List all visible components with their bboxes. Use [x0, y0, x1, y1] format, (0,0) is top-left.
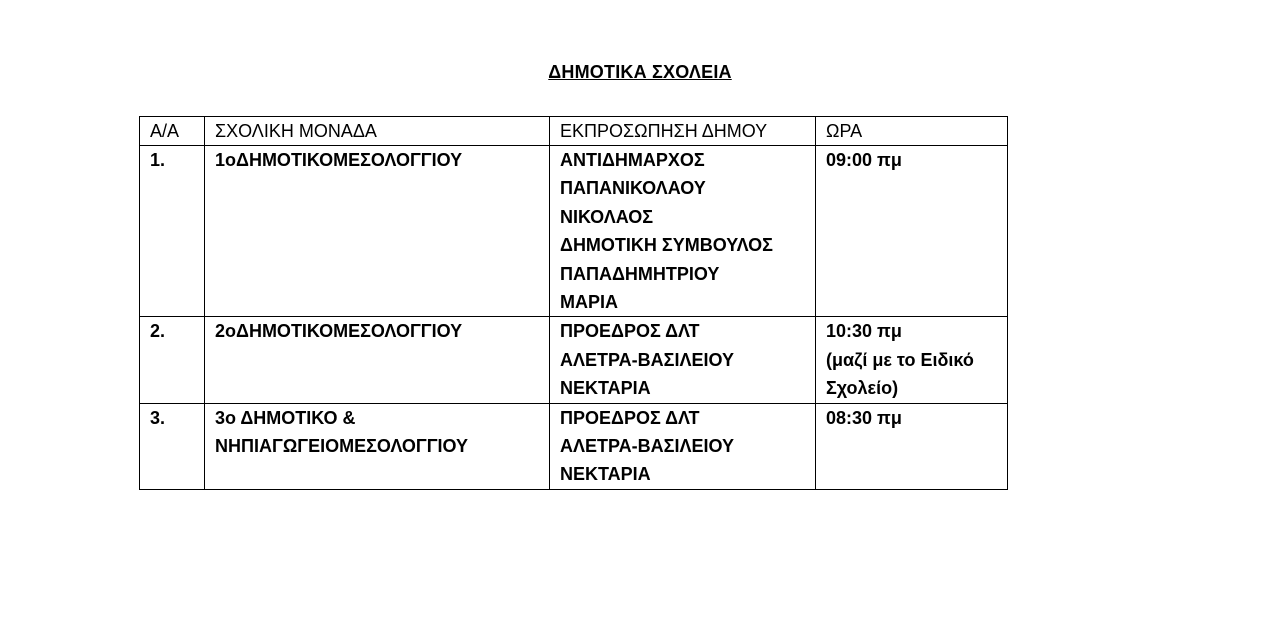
- header-municipality-representation: ΕΚΠΡΟΣΩΠΗΣΗ ΔΗΜΟΥ: [550, 117, 816, 146]
- representative-line: ΠΑΠΑΔΗΜΗΤΡΙΟΥ: [560, 263, 720, 284]
- representative-line: ΝΙΚΟΛΑΟΣ: [560, 206, 654, 227]
- representative-line: ΜΑΡΙΑ: [560, 292, 618, 313]
- representative-line: ΔΗΜΟΤΙΚΗ ΣΥΜΒΟΥΛΟΣ: [560, 235, 773, 256]
- row-number: 1.: [140, 146, 205, 317]
- representative-cell: [550, 317, 816, 403]
- table-row: [140, 146, 1008, 317]
- representative-line: ΠΑΠΑΝΙΚΟΛΑΟΥ: [560, 178, 706, 199]
- time-value: 08:30 πμ: [826, 407, 902, 428]
- school-name-cell: [205, 146, 550, 317]
- representative-line: ΑΛΕΤΡΑ-ΒΑΣΙΛΕΙΟΥ: [560, 436, 734, 457]
- representative-line: ΠΡΟΕΔΡΟΣ ΔΛΤ: [560, 321, 700, 342]
- time-cell: [816, 146, 1008, 317]
- representative-line: ΑΝΤΙΔΗΜΑΡΧΟΣ: [560, 150, 705, 170]
- representative-line: ΝΕΚΤΑΡΙΑ: [560, 378, 651, 399]
- time-note-close: ): [892, 378, 899, 399]
- school-name-line: ΝΗΠΙΑΓΩΓΕΙΟΜΕΣΟΛΟΓΓΙΟΥ: [215, 436, 469, 457]
- time-note-bold: το Ειδικό: [896, 349, 974, 370]
- school-name-line: 3ο ΔΗΜΟΤΙΚΟ &: [215, 407, 356, 428]
- time-note: [826, 346, 997, 374]
- table-header-row: [140, 117, 1008, 146]
- school-name-cell: [205, 403, 550, 489]
- header-time: ΩΡΑ: [816, 117, 1008, 146]
- representative-line: ΑΛΕΤΡΑ-ΒΑΣΙΛΕΙΟΥ: [560, 349, 734, 370]
- representative-cell: [550, 146, 816, 317]
- time-note-open: (μαζί με: [826, 349, 897, 370]
- page-title: ΔΗΜΟΤΙΚΑ ΣΧΟΛΕΙΑ: [548, 62, 732, 82]
- representative-line: ΝΕΚΤΑΡΙΑ: [560, 464, 651, 485]
- header-school-unit: ΣΧΟΛΙΚΗ ΜΟΝΑΔΑ: [205, 117, 550, 146]
- time-cell: [816, 403, 1008, 489]
- school-name-line: 1οΔΗΜΟΤΙΚΟΜΕΣΟΛΟΓΓΙΟΥ: [215, 150, 463, 170]
- time-cell: [816, 317, 1008, 403]
- table-row: [140, 317, 1008, 403]
- row-number: 2.: [140, 317, 205, 403]
- time-note-cont: [826, 374, 997, 402]
- school-name-line: 2οΔΗΜΟΤΙΚΟΜΕΣΟΛΟΓΓΙΟΥ: [215, 321, 463, 342]
- row-number: 3.: [140, 403, 205, 489]
- time-value: 10:30 πμ: [826, 321, 902, 342]
- table-row: [140, 403, 1008, 489]
- schools-table: [139, 116, 1008, 490]
- representative-line: ΠΡΟΕΔΡΟΣ ΔΛΤ: [560, 407, 700, 428]
- time-note-bold: Σχολείο: [826, 378, 893, 399]
- time-value: 09:00 πμ: [826, 150, 902, 170]
- header-number: Α/Α: [140, 117, 205, 146]
- school-name-cell: [205, 317, 550, 403]
- representative-cell: [550, 403, 816, 489]
